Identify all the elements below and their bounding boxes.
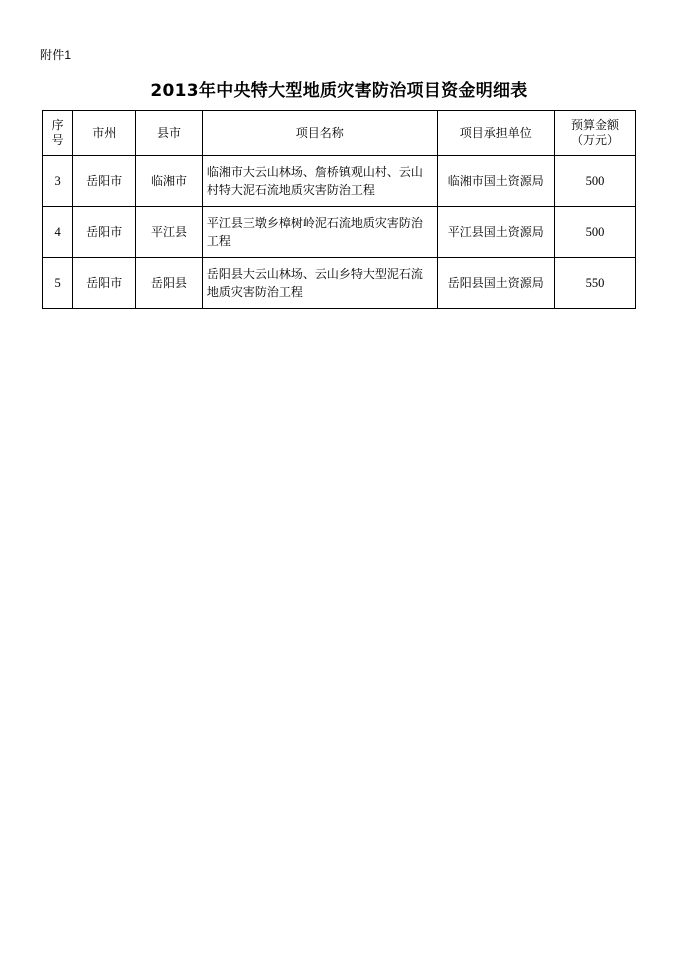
cell-county: 平江县 [136,207,203,258]
cell-project: 平江县三墩乡樟树岭泥石流地质灾害防治工程 [202,207,437,258]
cell-county: 临湘市 [136,156,203,207]
table-row [43,156,636,207]
cell-city: 岳阳市 [73,258,136,309]
cell-unit: 岳阳县国土资源局 [437,258,554,309]
cell-unit: 平江县国土资源局 [437,207,554,258]
cell-project: 岳阳县大云山林场、云山乡特大型泥石流地质灾害防治工程 [202,258,437,309]
table-row [43,258,636,309]
column-header-project: 项目名称 [202,111,437,156]
cell-amount: 550 [555,258,636,309]
table-row [43,207,636,258]
cell-project: 临湘市大云山林场、詹桥镇观山村、云山村特大泥石流地质灾害防治工程 [202,156,437,207]
table-body [43,156,636,309]
cell-seq: 4 [43,207,73,258]
column-header-seq: 序号 [43,111,73,156]
cell-city: 岳阳市 [73,156,136,207]
column-header-unit: 项目承担单位 [437,111,554,156]
page-title: 2013年中央特大型地质灾害防治项目资金明细表 [150,81,528,101]
cell-unit: 临湘市国土资源局 [437,156,554,207]
cell-seq: 3 [43,156,73,207]
cell-county: 岳阳县 [136,258,203,309]
column-header-amount-line1: 预算金额 [570,118,619,132]
cell-seq: 5 [43,258,73,309]
column-header-county: 县市 [136,111,203,156]
cell-amount: 500 [555,207,636,258]
attachment-label: 附件1 [40,48,72,62]
table-header-row [43,111,636,156]
column-header-city: 市州 [73,111,136,156]
column-header-amount-line2: （万元） [570,133,619,147]
column-header-amount [555,111,636,156]
project-funding-table [42,110,636,309]
cell-city: 岳阳市 [73,207,136,258]
cell-amount: 500 [555,156,636,207]
